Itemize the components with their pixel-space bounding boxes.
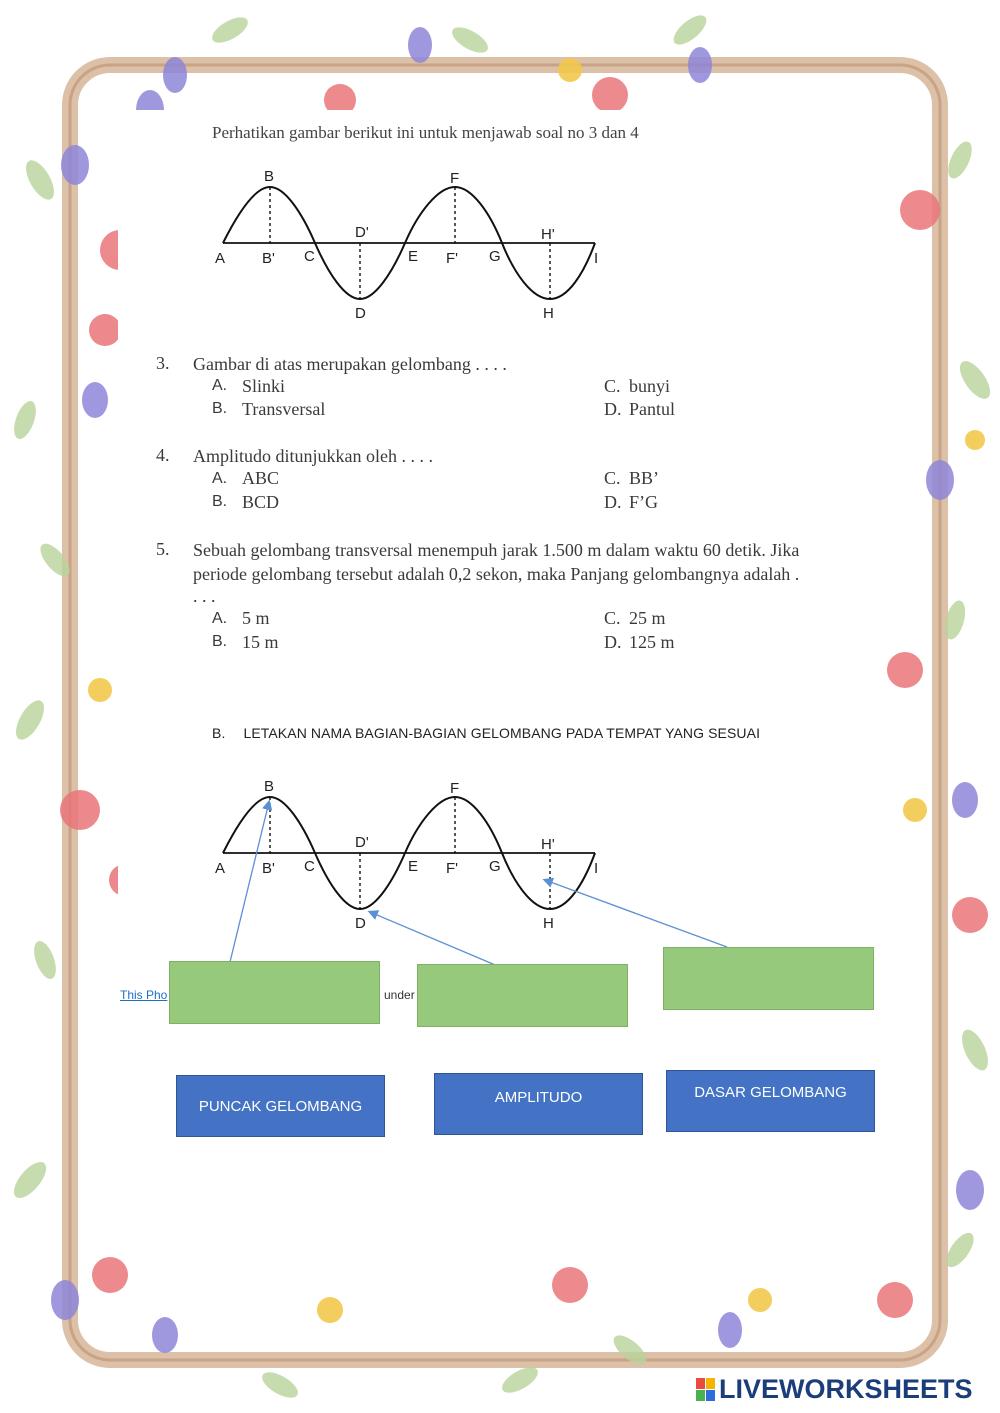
arrow-to-trough-d [370,912,500,967]
wave2-label-c: C [304,858,315,875]
q3-opt-b-letter: B. [212,400,228,417]
wave1-label-h: H [543,305,554,322]
drop-box-3[interactable] [663,947,874,1010]
wave1-label-c: C [304,248,315,265]
q4-opt-b-text[interactable]: BCD [242,492,280,512]
wave1-label-h-prime: H' [541,226,555,243]
q5-opt-a-text[interactable]: 5 m [242,608,270,628]
wave1-label-f-prime: F' [446,250,459,267]
liveworksheets-brand [696,1374,973,1405]
wave2-label-b-prime: B' [262,860,275,877]
label-puncak-gelombang[interactable]: PUNCAK GELOMBANG [176,1075,385,1137]
q4-number: 4. [156,445,170,465]
section-b-letter: B. [212,725,226,741]
label-amplitudo[interactable]: AMPLITUDO [434,1073,643,1135]
q3-opt-c-letter: C. [604,376,621,396]
wave1-label-g: G [489,248,501,265]
wave2-label-f: F [450,780,460,797]
q5-opt-b-letter: B. [212,633,228,650]
photo-credit-link[interactable]: This Pho [120,988,168,1002]
wave1-label-i: I [594,250,599,267]
q5-opt-c-letter: C. [604,608,621,628]
q3-opt-a-text[interactable]: Slinki [242,376,286,396]
q4-opt-d-text[interactable]: F’G [629,492,659,512]
drop-box-2[interactable] [417,964,628,1027]
wave1-label-a: A [215,250,226,267]
intro-text: Perhatikan gambar berikut ini untuk menjawab soal no 3 dan 4 [212,123,639,142]
wave1-label-f: F [450,170,460,187]
wave2-label-d-prime: D' [355,834,369,851]
q4-opt-c-text[interactable]: BB’ [629,468,660,488]
arrow-to-crest [230,802,269,962]
q3-number: 3. [156,353,170,373]
q5-number: 5. [156,539,170,559]
q4-opt-a-letter: A. [212,470,228,487]
q5-text-line3: . . . [193,586,216,606]
wave1-label-b-prime: B' [262,250,275,267]
drop-box-1[interactable] [169,961,380,1024]
wave1-label-d: D [355,305,366,322]
arrow-to-amplitude-h [545,880,727,947]
q3-opt-c-text[interactable]: bunyi [629,376,671,396]
q5-opt-a-letter: A. [212,610,228,627]
wave2-label-g: G [489,858,501,875]
q5-opt-b-text[interactable]: 15 m [242,632,279,652]
q3-opt-d-text[interactable]: Pantul [629,399,676,419]
section-b-title: LETAKAN NAMA BAGIAN-BAGIAN GELOMBANG PADA TEMPAT YANG SESUAI [243,725,761,741]
wave1-label-e: E [408,248,419,265]
q3-text: Gambar di atas merupakan gelombang . . . . [193,354,507,374]
q3-opt-a-letter: A. [212,377,228,394]
wave2-label-e: E [408,858,419,875]
q4-opt-b-letter: B. [212,493,228,510]
q4-opt-d-letter: D. [604,492,622,512]
wave2-label-h: H [543,915,554,932]
wave2-label-b: B [264,778,275,795]
q5-opt-c-text[interactable]: 25 m [629,608,666,628]
wave2-label-d: D [355,915,366,932]
brand-name: LIVEWORKSHEETS [719,1374,973,1404]
q3-opt-b-text[interactable]: Transversal [242,399,326,419]
q4-opt-c-letter: C. [604,468,621,488]
q5-opt-d-text[interactable]: 125 m [629,632,675,652]
q4-opt-a-text[interactable]: ABC [242,468,280,488]
wave2-label-h-prime: H' [541,836,555,853]
liveworksheets-logo-icon [696,1378,715,1401]
q5-text-line1: Sebuah gelombang transversal menempuh jarak 1.500 m dalam waktu 60 detik. Jika [193,540,800,560]
wave2-label-f-prime: F' [446,860,459,877]
q5-text-line2: periode gelombang tersebut adalah 0,2 sekon, maka Panjang gelombangnya adalah . [193,564,800,584]
wave1-label-b: B [264,168,275,185]
photo-credit-tail: under [384,988,415,1002]
label-dasar-gelombang[interactable]: DASAR GELOMBANG [666,1070,875,1132]
q3-opt-d-letter: D. [604,399,622,419]
q4-text: Amplitudo ditunjukkan oleh . . . . [193,446,433,466]
q5-opt-d-letter: D. [604,632,622,652]
wave2-label-i: I [594,860,599,877]
wave2-label-a: A [215,860,226,877]
wave1-label-d-prime: D' [355,224,369,241]
